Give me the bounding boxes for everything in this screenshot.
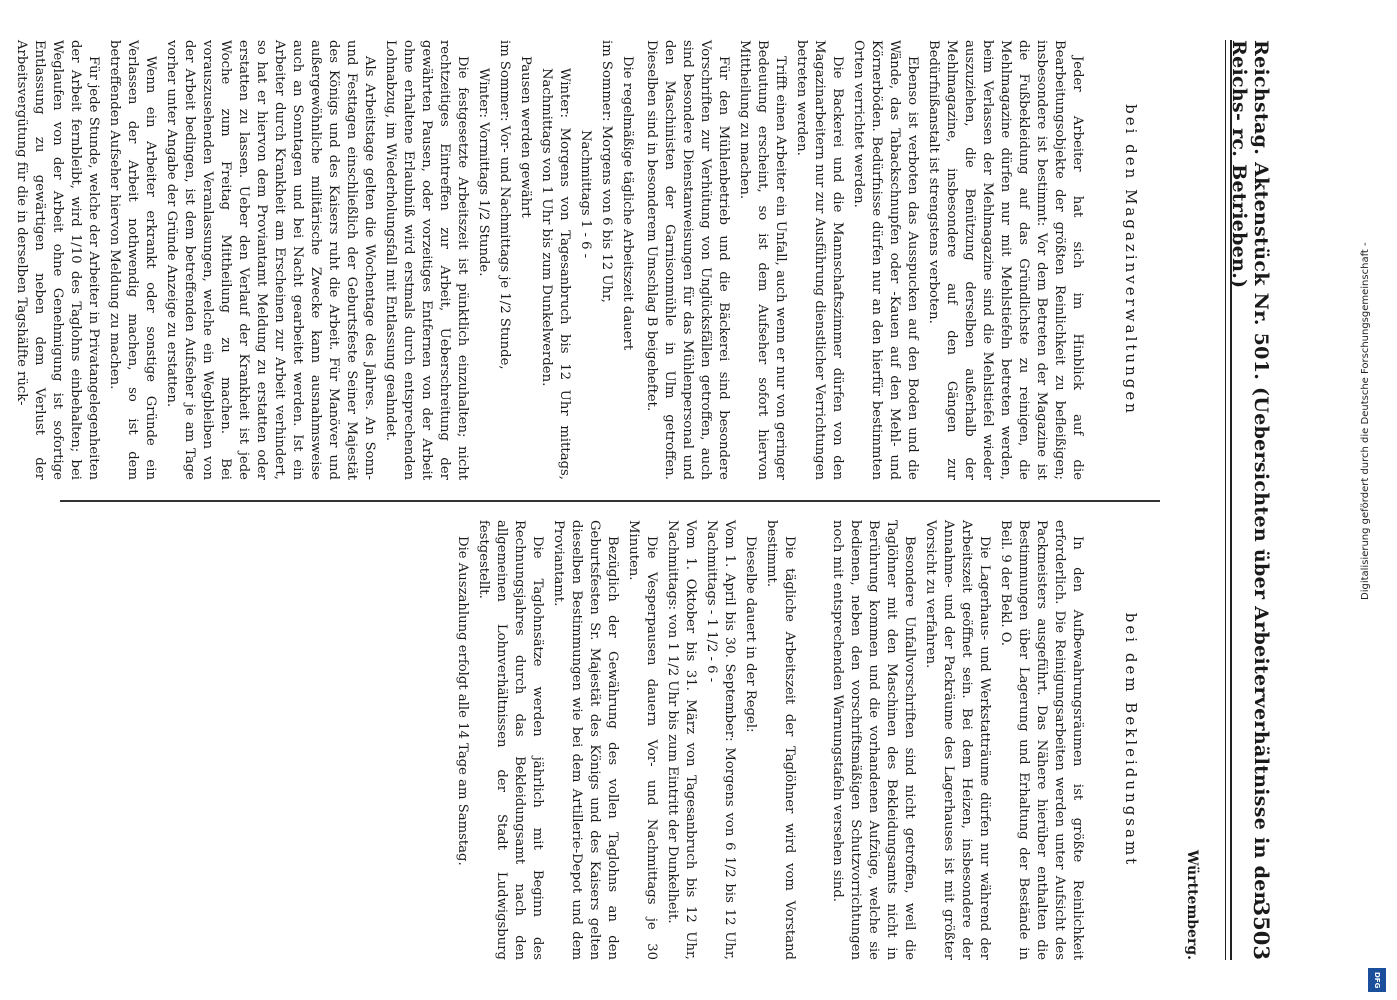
header-title: Reichstag. Aktenstück Nr. 501. (Uebersichten über Arbeiterverhältnisse in den Reichs- rc. Betrieben.) [1228, 40, 1272, 906]
right-paragraph: Die Vesperpausen dauern Vor- und Nachmittags je 30 Minuten. [626, 520, 659, 960]
left-column-heading: bei den Magazinverwaltungen [1122, 104, 1140, 416]
left-schedule-line: im Sommer: Morgens von 6 bis 12 Uhr, [599, 40, 614, 303]
right-paragraph: Die Auszahlung erfolgt alle 14 Tage am Samstag. [455, 536, 470, 866]
left-schedule-line: im Sommer: Vor- und Nachmittags je 1/2 Stunde, [497, 40, 512, 370]
right-paragraph: Dieselbe dauert in der Regel: [743, 536, 758, 733]
right-paragraph: Bezüglich der Gewährung des vollen Taglohns an den Geburtsfesten Sr. Majestät des Königs und des Kaisers gelten dieselben Bestimmungen wie bei dem Artillerie-Depot und dem Proviantamt. [551, 520, 620, 960]
footer-text: Digitalisierung gefördert durch die Deutsche Forschungsgemeinschaft - [1360, 242, 1371, 600]
right-paragraph: Die Lagerhaus- und Werkstatträume dürfen nur während der Arbeitszeit geöffnet sein. Bei dem Heizen, insbesondere der Annahme- und der Packräume des Lagerhauses ist mit größter Vorsicht zu verfahren. [923, 520, 992, 960]
right-column [450, 520, 1140, 960]
right-paragraph: Die Taglohnsätze werden jährlich mit Beginn des Rechnungsjahres durch das Bekleidungsamt nach den allgemeinen Lohnverhältnissen der Stadt Ludwigsburg festgestellt. [476, 520, 545, 960]
left-paragraph: Die festgesetzte Arbeitszeit ist pünktlich einzuhalten; nicht rechtzeitiges Eintreffen zur Arbeit, Ueberschreitung der gewährten Pausen, oder vorzeitiges Entfernen von der Arbeit ohne erhaltene Erlaubniß wird erstmals durch entsprechenden Lohnabzug, im Wiederholungsfall mit Entlassung geahndet. [383, 40, 470, 480]
left-paragraph: Als Arbeitstage gelten die Wochentage des Jahres. An Sonn- und Festtagen einschließlich der Geburtsfeste Seiner Majestät des Königs und des Kaisers ruht die Arbeit. Für Manöver und außergewöhnliche militärische Zwecke kann ausnahmsweise auch an Sonntagen und bei Nacht gearbeitet werden. Ist ein Arbeiter durch Krankheit am Erscheinen zur Arbeit verhindert, so hat er hiervon dem Proviantamt Meldung zu erstatten oder erstatten zu lassen. Ueber den Verlauf der Krankheit ist jede Woche zum Freitag Mittheilung zu machen. Bei vorauszusehenden Veranlassungen, welche ein Wegbleiben von der Arbeit bedingen, ist dem betreffenden Aufseher je am Tage vorher unter Angabe der Gründe Anzeige zu erstatten. [164, 40, 377, 480]
left-paragraph: Für den Mühlenbetrieb und die Bäckerei sind besondere Vorschriften zur Verhütung von Unglücksfällen getroffen, auch sind besondere Dienstanweisungen für das Mühlenpersonal und den Maschinisten der Garnisonmühle in Ulm getroffen. Dieselben sind in besonderem Umschlag B beigeheftet. [644, 40, 731, 480]
left-schedule-line: Nachmittags 1 - 6 - [578, 130, 593, 259]
left-paragraph: Ebenso ist verboten das Ausspucken auf den Boden und die Wände, das Tabackschnupfen oder -Kauen auf den Mehl- und Körnerböden. Bedürfnisse dürfen nur an den hierfür bestimmten Orten verrichtet werden. [851, 40, 920, 480]
left-paragraph: Wenn ein Arbeiter erkrankt oder sonstige Gründe ein Verlassen der Arbeit nothwendig machen, so ist dem betreffenden Aufseher hiervon Meldung zu machen. [107, 40, 158, 480]
header-rule-top [1230, 40, 1232, 960]
left-paragraph: Pausen werden gewährt [518, 56, 533, 218]
right-schedule-line: Vom 1. April bis 30. September: Morgens von 6 1/2 bis 12 Uhr, Nachmittags - 1 1/2 - 6 - [704, 520, 737, 960]
left-paragraph: Jeder Arbeiter hat sich im Hinblick auf die Bearbeitungsobjekte der größten Reinlichkeit zu befleißigen; insbesondere ist bestimmt: Vor dem Betreten der Magazine ist die Fußbekleidung auf das Gründlichste zu reinigen, die Mehlmagazine dürfen nur mit Mehlstiefeln betreten werden, beim Verlassen der Mehlmagazine sind die Mehlstiefel wieder auszuziehen, die Benützung derselben außerhalb der Mehlmagazine, insbesondere auf den Gängen zur Bedürfnißanstalt ist strengstens verboten. [926, 40, 1085, 480]
right-schedule-line: Vom 1. Oktober bis 31. März von Tagesanbruch bis 12 Uhr, Nachmittags: von 1 1/2 Uhr bis zum Eintritt der Dunkelheit. [665, 520, 698, 960]
left-schedule-line: Winter: Morgens von Tagesanbruch bis 12 Uhr mittags, Nachmittags von 1 Uhr bis zum Dunkelwerden. [539, 68, 572, 480]
right-column-heading: bei dem Bekleidungsamt [1122, 612, 1140, 868]
digitization-footer [1360, 0, 1390, 1000]
right-paragraph: In den Aufbewahrungsräumen ist größte Reinlichkeit erforderlich. Die Reinigungsarbeiten werden unter Aufsicht des Packmeisters ausgeführt. Das Nähere hierüber enthalten die Bestimmungen über Lagerung und Erhaltung der Bestände in Beil. 9 der Bekl. O. [998, 520, 1085, 960]
left-paragraph: Trifft einen Arbeiter ein Unfall, auch wenn er nur von geringer Bedeutung erscheint, so ist dem Aufseher sofort hiervon Mittheilung zu machen. [737, 40, 788, 480]
left-paragraph: Die regelmäßige tägliche Arbeitszeit dauert [620, 56, 635, 351]
left-paragraph: Die Backerei und die Mannschaftszimmer dürfen von den Magazinarbeitern nur zur Ausführung dienstlicher Verrichtungen betreten werden. [794, 40, 845, 480]
state-label: Württemberg. [1184, 849, 1200, 960]
header-rule-bottom [1225, 40, 1226, 960]
dfg-logo: DFG [1368, 968, 1386, 992]
right-paragraph: Besondere Unfallvorschriften sind nicht getroffen, weil die Taglöhner mit den Maschinen des Bekleidungsamts nicht in Berührung kommen und die vorhandenen Aufzüge, welche sie bedienen, neben den vorschriftsmäßigen Schutzvorrichtungen noch mit entsprechenden Warnungstafeln versehen sind. [830, 520, 917, 960]
page-number: 3503 [1249, 901, 1274, 960]
left-column [9, 40, 1140, 480]
left-paragraph: Für jede Stunde, welche der Arbeiter in Privatangelegenheiten der Arbeit fernbleibt, wird 1/10 des Taglohns einbehalten; bei Weglaufen von der Arbeit ohne Genehmigung ist sofortige Entlassung zu gewärtigen neben dem Verlust der Arbeitsvergütung für die in derselben Tagshälfte rück- [14, 40, 101, 480]
column-divider [60, 500, 1160, 502]
page-header [1228, 40, 1280, 960]
left-schedule-line: Winter: Vormittags 1/2 Stunde. [476, 68, 491, 277]
right-paragraph: Die tägliche Arbeitszeit der Taglöhner wird vom Vorstand bestimmt. [764, 520, 797, 960]
